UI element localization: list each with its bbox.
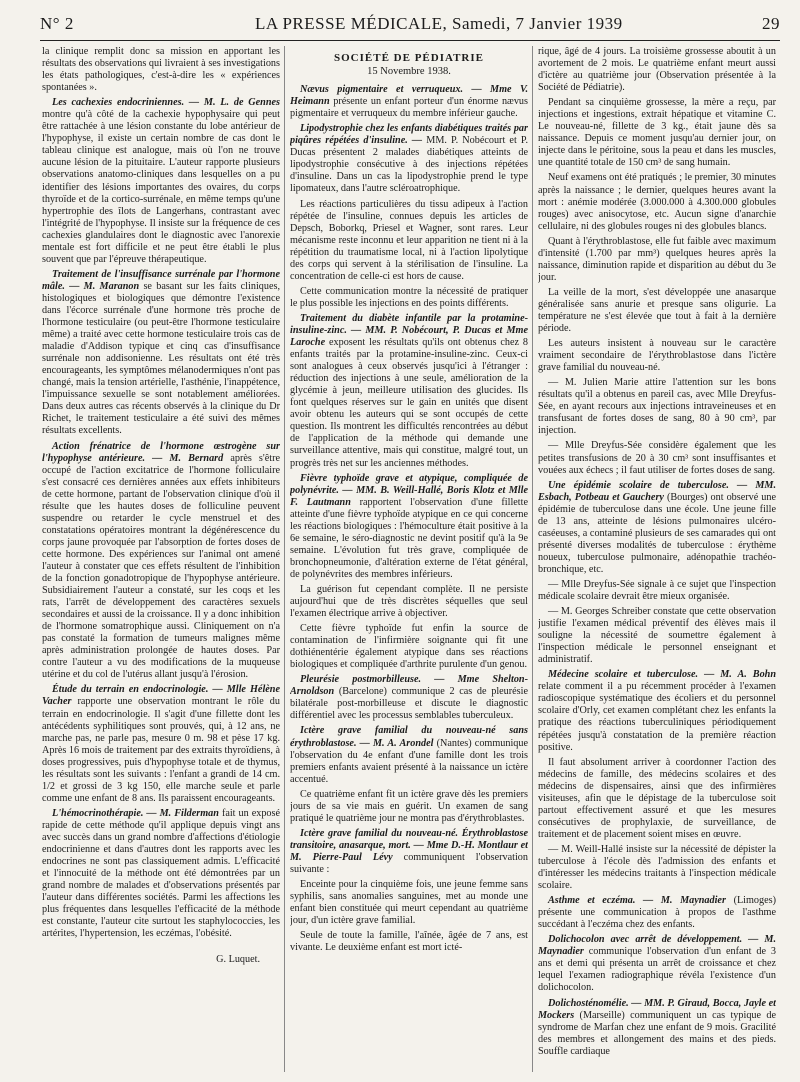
article-heading: Étude du terrain en endocrinologie. — Mlle Hélène Vacher [42, 684, 280, 708]
issue-number: N° 2 [40, 14, 74, 33]
paragraph-text: — Mlle Dreyfus-Sée considère également que les petites transfusions de 20 à 30 cm³ sont insuffisantes et vouées aux échecs ; il faut utiliser de fortes doses de sang. [538, 440, 776, 476]
article-paragraph [538, 172, 776, 232]
paragraph-text: (Bourges) ont observé une épidémie de tuberculose dans une école. Une jeune fille de 13 ans, atteinte de lésions pulmonaires ulcéro-caséeuses, a contaminé plusieurs de ses camarades qui ont présenté diverses modalités de tuberculose : érythème noueux, tuberculose pulmonaire, adénopathie trachéo-bronchique, etc. [538, 491, 776, 575]
article-paragraph [290, 313, 528, 470]
paragraph-text: — M. Weill-Hallé insiste sur la nécessité de dépister la tuberculose à l'école dès l'admission des enfants et d'intéresser les médecins traitants à l'inspection médicale scolaire. [538, 843, 776, 892]
page-number: 29 [762, 14, 780, 33]
paragraph-text: (Limoges) présente une communication à propos de l'asthme succédant à l'eczéma chez des enfants. [538, 895, 776, 931]
column-2-body [290, 84, 528, 954]
paragraph-text: Ce quatrième enfant fit un ictère grave dès les premiers jours de sa vie mais en guérit. Un examen de sang pratiqué le quatrième jour ne montra pas d'érythroblastes. [290, 788, 528, 824]
section-title: SOCIÉTÉ DE PÉDIATRIE [334, 52, 484, 64]
article-paragraph [290, 930, 528, 954]
paragraph-text: (Nantes) communique l'observation du 4e enfant d'une famille dont les trois premiers enfants avaient présenté à la naissance un ictère accentué. [290, 737, 528, 785]
article-paragraph [290, 123, 528, 195]
article-heading: Nævus pigmentaire et verruqueux. — Mme V. Heimann [290, 84, 528, 108]
article-paragraph [42, 97, 280, 266]
article-heading: Dolichosténomélie. — MM. P. Giraud, Bocca, Jayle et Mockers [538, 997, 776, 1021]
paragraph-text: la clinique remplit donc sa mission en apportant les résultats des observations qui livraient à ses investigations les états pathologiques, c'est-à-dire les « expériences spontanées ». [42, 46, 280, 94]
article-paragraph [290, 286, 528, 310]
article-heading: Action frénatrice de l'hormone œstrogène sur l'hypophyse antérieure. — M. Bernard [42, 440, 280, 464]
column-3 [538, 46, 776, 1074]
article-heading: Traitement de l'insuffisance surrénale par l'hormone mâle. — M. Maranon [42, 268, 280, 292]
column-divider [284, 46, 285, 1072]
paragraph-text: Pendant sa cinquième grossesse, la mère a reçu, par injections et ingestions, extrait hépatique et vitamine C. Le nouveau-né, fillette de 3 kg., était jaune dès sa naissance. Depuis ce moment jusqu'au dernier jour, on injecte dans le péritoine, sous la peau et dans les muscles, une quantité totale de 150 cm³ de sang humain. [538, 97, 776, 169]
paragraph-text: La guérison fut cependant complète. Il ne persiste aujourd'hui que de très discrètes séquelles que seul l'examen électrique arrive à objectiver. [290, 583, 528, 620]
article-heading: Traitement du diabète infantile par la protamine-insuline-zinc. — MM. P. Nobécourt, P. Ducas et Mme Laroche [290, 312, 528, 349]
paragraph-text: — M. Georges Schreiber constate que cette observation justifie l'examen médical préventif des élèves mais il souligne la nécessité de soumettre également à l'inspection médicale le personnel enseignant et administratif. [538, 606, 776, 666]
page-header [40, 14, 780, 36]
paragraph-text: — M. Julien Marie attire l'attention sur les bons résultats qu'il a obtenus en pareil cas, avec Mlle Dreyfus-Sée, en ayant recours aux injections intraveineuses et en transfusant de fortes doses de sang, 80 à 90 cm³, par injection. [538, 377, 776, 437]
paragraph-text: — Mlle Dreyfus-Sée signale à ce sujet que l'inspection médicale scolaire devrait être mieux organisée. [538, 578, 776, 603]
article-heading: Dolichocolon avec arrêt de développement. — M. Maynadier [538, 934, 776, 958]
article-paragraph [42, 269, 280, 438]
article-paragraph [290, 725, 528, 785]
paragraph-text: communique l'observation d'un enfant de 3 ans et demi qui présenta un arrêt de croissance et chez lequel l'examen radiographique révéla l'existence d'un dolichocolon. [538, 946, 776, 994]
article-paragraph [290, 584, 528, 620]
article-paragraph [538, 97, 776, 169]
article-paragraph [538, 895, 776, 931]
paragraph-text: après s'être occupé de l'action excitatrice de l'hormone folliculaire s'est consacré ces dernières années aux effets inhibiteurs de cette hormone, partant de l'observation clinique d'où il résulte que les hautes doses de folliculine peuvent suspendre ou retarder le cycle menstruel et des constatations opératoires montrant la dégénérescence du corps jaune provoquée par l'absorption de fortes doses de cette hormone. Des expériences sur l'animal ont amené l'auteur à constater que ces effets résultent de l'inhibition de la fonction gonadotropique de l'hypophyse antérieure. Subsidiairement l'auteur a constaté, sur les coqs et les rats, l'arrêt de développement des caractères sexuels secondaires et aussi de la croissance. Il y a donc inhibition de l'hormone somatrophique aussi. Cliniquement on n'a pas constaté la formation de tumeurs malignes même après administration prolongée de hautes doses. Par contre l'auteur a vu des modifications de la muqueuse utérine et du col de l'utérus allant jusqu'à l'érosion. [42, 452, 280, 681]
article-paragraph [42, 46, 280, 94]
header-rule [40, 40, 780, 41]
article-paragraph [290, 473, 528, 581]
column-1 [42, 46, 280, 1074]
article-paragraph [290, 199, 528, 283]
article-paragraph [538, 338, 776, 374]
paragraph-text: Il faut absolument arriver à coordonner l'action des médecins de famille, des médecins scolaires et des médecins de dispensaires, ainsi que des infirmières visiteuses, afin que le dépistage de la tuberculose soit partout effectivement assuré et que les mesures consécutives de prophylaxie, de surveillance, de traitement et de placement soient mises en œuvre. [538, 756, 776, 840]
article-paragraph [290, 789, 528, 825]
article-heading: Une épidémie scolaire de tuberculose. — MM. Esbach, Potbeau et Gauchery [538, 479, 776, 503]
paragraph-text: MM. P. Nobécourt et P. Ducas présentent 2 malades diabétiques atteints de lipodystrophie consécutive à des injections répétées d'insuline. Dans un cas la lipodystrophie prend le type lipomateux, dans l'autre scléroatrophique. [290, 135, 528, 195]
article-paragraph [290, 828, 528, 876]
paragraph-text: (Marseille) communiquent un cas typique de syndrome de Marfan chez une enfant de 9 mois. Gracilité des membres et allongement des mains et des pieds. Souffle cardiaque [538, 1009, 776, 1057]
paragraph-text: Cette communication montre la nécessité de pratiquer le plus possible les injections en des points différents. [290, 285, 528, 309]
paragraph-text: Cette fièvre typhoïde fut enfin la source de contamination de l'infirmière soignante qui fit une dothiénentérie également atypique dans ses réactions biologiques et compliquée d'arthrite purulente d'un genou. [290, 623, 528, 671]
article-heading: Médecine scolaire et tuberculose. — M. A. Bohn [548, 669, 776, 681]
article-paragraph [42, 808, 280, 941]
article-heading: Asthme et eczéma. — M. Maynadier [548, 895, 726, 907]
article-heading: Ictère grave familial du nouveau-né sans érythroblastose. — M. A. Arondel [290, 725, 528, 749]
article-paragraph [290, 623, 528, 671]
paragraph-text: présente un enfant porteur d'un énorme nævus pigmentaire et verruqueux du membre inférieur gauche. [290, 96, 528, 120]
article-paragraph [538, 844, 776, 892]
paragraph-text: rique, âgé de 4 jours. La troisième grossesse aboutit à un avortement de 2 mois. Le quatrième enfant meurt aussi d'ictère au quatrième jour (Observation présentée à la Société de Pédiatrie). [538, 46, 776, 94]
article-paragraph [538, 669, 776, 753]
column-1-body [42, 46, 280, 940]
article-paragraph [538, 606, 776, 666]
article-paragraph [538, 287, 776, 335]
paragraph-text: se basant sur les faits cliniques, histologiques et biologiques que démontre l'existence dans l'écorce surrénale d'une hormone très proche de l'hormone testiculaire (ou peut-être l'hormone testiculaire même) a traité avec cette hormone testiculaire trois cas de maladie d'Addison typique et cinq cas d'insuffisance surrénale non addisonienne. Les résultats ont été très encourageants, les symptômes mélanodermiques n'ont pas changé, mais la tension artérielle, l'asthénie, l'inappétence, l'impuissance sexuelle se sont notablement améliorées. Dans deux autres cas récents observés à la clinique du Dr Richet, le traitement testiculaire a été suivi des mêmes résultats excellents. [42, 280, 280, 437]
paragraph-text: La veille de la mort, s'est développée une anasarque généralisée sans anurie et presque sans oligurie. La température ne s'est élevée que tout à fait à la dernière période. [538, 286, 776, 335]
journal-title: LA PRESSE MÉDICALE, Samedi, 7 Janvier 1939 [255, 14, 623, 33]
article-paragraph [538, 46, 776, 94]
paragraph-text: rapporte une observation montrant le rôle du terrain en endocrinologie. Il s'agit d'une fillette dont les antécédents syphilitiques sont prouvés, qui, à 12 ans, ne marche pas, ne parle pas, mesure 0 m. 98 et pèse 17 kg. Après 16 mois de traitement par des extraits thyroïdiens, à doses progressives, puis d'hypophyse totale et de thymus, les résultats sont les suivants : l'enfant a grandi de 14 cm. 1/2 et grossi de 3 kg 150, elle marche seule et parle comme une enfant de 8 ans. Ils paraissent encourageants. [42, 696, 280, 804]
section-date: 15 Novembre 1938. [367, 66, 451, 78]
paragraph-text: Quant à l'érythroblastose, elle fut faible avec maximum d'intensité (1.700 par mm³) quelques heures après la naissance, diminution rapide et disparition au début du 3e jour. [538, 235, 776, 283]
article-paragraph [538, 236, 776, 284]
paragraph-text: Seule de toute la famille, l'aînée, âgée de 7 ans, est vivante. Le deuxième enfant est mort icté- [290, 930, 528, 954]
article-heading: Fièvre typhoïde grave et atypique, compliquée de polynévrite. — MM. B. Weill-Hallé, Boris Klotz et Mlle F. Lautmann [290, 472, 528, 508]
author-signature: G. Luquet. [216, 954, 260, 966]
paragraph-text: montre qu'à côté de la cachexie hypophysaire qui peut être rattachée à une lésion constante du lobe antérieur de l'hypophyse, il existe un certain nombre de cas dont le tableau clinique est analogue, mais où l'on ne trouve aucune lésion de la pituitaire. L'auteur rapporte plusieurs observations anatomo-cliniques dans lesquelles on a pu identifier des lésions importantes des ovaires, du corps thyroïde et de la cortico-surrénale, en même temps qu'une hypertrophie des îlots de Langerhans, contrastant avec l'intégrité de l'hypophyse. Il insiste sur la fréquence de ces cachexies glandulaires dont le diagnostic avec l'anorexie mentale est fort difficile et ne peut être établi le plus souvent que par l'épreuve thérapeutique. [42, 109, 280, 265]
paragraph-text: Les réactions particulières du tissu adipeux à l'action répétée de l'insuline, connues depuis les articles de Depsch, Boborkq, Priesel et Wagner, sont rares. Leur mécanisme reste inconnu et leur apparition ne tient ni à la répétition du traumatisme local, ni à l'action lipolytique des corps qui servent à la stérilisation de l'insuline. La concentration de celle-ci est hors de cause. [290, 198, 528, 282]
paragraph-text: rapportent l'observation d'une fillette atteinte d'une fièvre typhoïde atypique en ce qui concerne les réactions biologiques : l'hémoculture était positive à la 6e semaine, le séro-diagnostic ne devint positif qu'à la 9e semaine. L'évolution fut très grave, compliquée de bronchopneumonie, d'altération externe de l'état général, de polynévrites des membres inférieurs. [290, 496, 528, 580]
article-heading: Lipodystrophie chez les enfants diabétiques traités par piqûres répétées d'insuline. — [290, 123, 528, 147]
paragraph-text: Enceinte pour la cinquième fois, une jeune femme sans syphilis, sans anomalies sanguines, met au monde une enfant bien constituée qui meurt cependant au quatrième jour, d'un ictère grave familial. [290, 879, 528, 927]
paragraph-text: (Barcelone) communique 2 cas de pleurésie bilatérale post-morbilleuse et discute le diagnostic différentiel avec les processus semblables tuberculeux. [290, 686, 528, 722]
column-divider [532, 46, 533, 1072]
paragraph-text: relate comment il a pu récemment procéder à l'examen radioscopique systématique des écoliers et du personnel scolaire d'Orly, cet examen complétant chez les enfants la pratique des réactions tuberculiniques périodiquement répétées jusqu'à constatation de la première réaction positive. [538, 681, 776, 753]
article-paragraph [42, 441, 280, 682]
article-paragraph [538, 934, 776, 994]
column-3-body [538, 46, 776, 1058]
article-paragraph [538, 757, 776, 841]
paragraph-text: Les auteurs insistent à nouveau sur le caractère vraiment secondaire de l'érythroblastose dans l'ictère grave familial du nouveau-né. [538, 338, 776, 374]
paragraph-text: exposent les résultats qu'ils ont obtenus chez 8 enfants traités par la protamine-insuline-zinc. Ceux-ci sont analogues à ceux observés jusqu'ici à l'étranger : réduction des injections à une seule, amélioration de la glycémie à jeun, meilleure utilisation des glucides. Ils font quelques réserves sur le gain en unités que disent avoir obtenu les auteurs qui se sont occupés de cette question. Ils montrent les difficultés rencontrées au début de l'application de la méthode qui demande une surveillance attentive, mais qui constitue, malgré tout, un progrès très net sur les anciennes méthodes. [290, 337, 528, 469]
article-paragraph [538, 579, 776, 603]
paragraph-text: fait un exposé rapide de cette méthode qu'il applique depuis vingt ans avec succès dans un grand nombre d'affections d'étiologie endocrinienne et dans d'autres dont les rapports avec les endocrines ne sont pas classiquement admis. L'efficacité et l'innocuité de la méthode ont été démontrées par un grand nombre de malades et d'observations présentés par l'auteur dans différentes sociétés. Parmi les affections les plus fréquentes dans lesquelles l'efficacité de la méthode est constante, l'auteur cite surtout les staphylococcies, les artérites, l'hypertension, les eczémas, l'obésité. [42, 807, 280, 940]
article-paragraph [538, 480, 776, 576]
article-heading: L'hémocrinothérapie. — M. Filderman [52, 807, 219, 819]
article-paragraph [290, 674, 528, 722]
article-paragraph [538, 377, 776, 437]
article-paragraph [290, 84, 528, 120]
article-paragraph [42, 684, 280, 804]
article-heading: Pleurésie postmorbilleuse. — Mme Shelton-Arnoldson [290, 674, 528, 698]
paragraph-text: Neuf examens ont été pratiqués ; le premier, 30 minutes après la naissance ; le dernier, quelques heures avant la mort : anémie modérée (3.000.000 à 4.300.000 globules rouges) avec anisocytose, etc. Aucun signe d'anarchie cellulaire, ni des globules rouges ni des globules blancs. [538, 172, 776, 232]
article-heading: Les cachexies endocriniennes. — M. L. de Gennes [52, 97, 280, 109]
article-paragraph [538, 440, 776, 476]
column-2 [290, 46, 528, 1074]
paragraph-text: communiquent l'observation suivante : [290, 851, 528, 875]
article-paragraph [290, 879, 528, 927]
article-paragraph [538, 998, 776, 1058]
article-heading: Ictère grave familial du nouveau-né. Érythroblastose transitoire, anasarque, mort. — Mme D.-H. Montlaur et M. Pierre-Paul Lévy [290, 827, 528, 863]
